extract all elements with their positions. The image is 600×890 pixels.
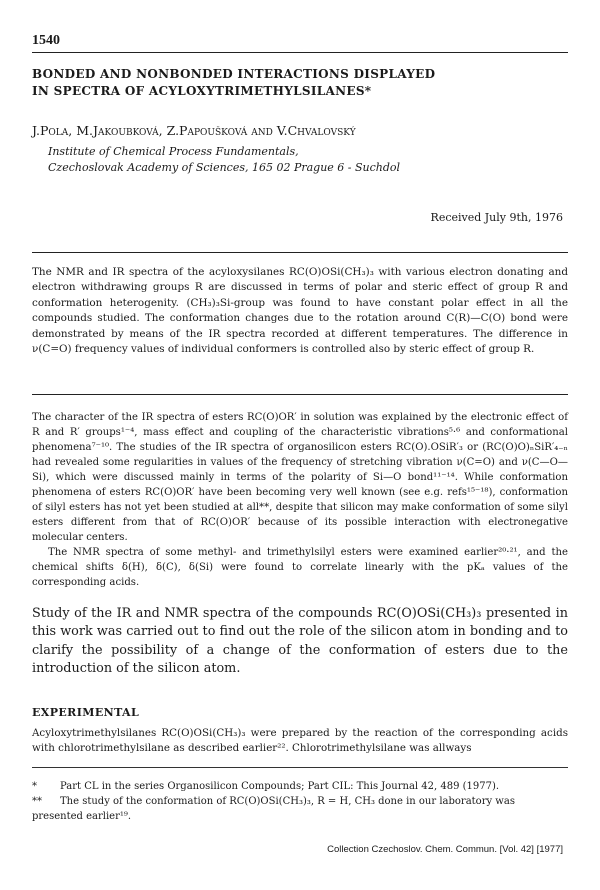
footnote-text: Part CL in the series Organosilicon Compounds; Part CIL: This Journal 42, 489 (1977). bbox=[60, 781, 500, 792]
authors: J.Pola, M.Jakoubková, Z.Papoušková and V.Chvalovský bbox=[32, 123, 356, 138]
affiliation-line-2: Czechoslovak Academy of Sciences, 165 02 Prague 6 - Suchdol bbox=[48, 161, 401, 174]
article-title bbox=[32, 66, 568, 100]
footnotes bbox=[32, 779, 568, 824]
introduction bbox=[32, 410, 568, 590]
footnote-mark: ** bbox=[32, 796, 42, 807]
affiliation-line-1: Institute of Chemical Process Fundamentals, bbox=[48, 145, 299, 158]
footnote-mark: * bbox=[32, 781, 37, 792]
received-date: Received July 9th, 1976 bbox=[430, 211, 563, 224]
abstract-bottom-rule bbox=[32, 394, 568, 395]
abstract-top-rule bbox=[32, 252, 568, 253]
title-line-2: IN SPECTRA OF ACYLOXYTRIMETHYLSILANES* bbox=[32, 84, 372, 98]
abstract: The NMR and IR spectra of the acyloxysilanes RC(O)OSi(CH₃)₃ with various electron donating and electron withdrawing groups R are discussed in terms of polar and steric effect of group R and conformation heterogenity. (CH₃)₃Si-group was found to have constant polar effect in all the compounds studied. The conformation changes due to the rotation around C(R)—C(O) bond were demonstrated by means of the IR spectra recorded at different temperatures. The difference in ν(C=O) frequency values of individual conformers is controlled also by steric effect of group R. bbox=[32, 266, 568, 356]
page-number: 1540 bbox=[32, 33, 60, 48]
title-line-1: BONDED AND NONBONDED INTERACTIONS DISPLAYED bbox=[32, 67, 436, 81]
footnote-text: The study of the conformation of RC(O)OSi(CH₃)₃, R = H, CH₃ done in our laboratory was presented earlier¹⁹. bbox=[32, 796, 515, 822]
footnote bbox=[32, 779, 568, 794]
intro-paragraph-1: The character of the IR spectra of esters RC(O)OR′ in solution was explained by the electronic effect of R and R′ groups¹⁻⁴, mass effect and coupling of the characteristic vibrations⁵·⁶ and conformational phenomena⁷⁻¹⁰. The studies of the IR spectra of organosilicon esters RC(O).OSiR′₃ or (RC(O)O)ₙSiR′₄₋ₙ had revealed some regularities in values of the frequency of stretching vibration ν(C=O) and ν(C—O—Si), which were discussed mainly in terms of the polarity of Si—O bond¹¹⁻¹⁴. While conformation phenomena of esters RC(O)OR′ have been becoming very well known (see e.g. refs¹⁵⁻¹⁸), conformation of silyl esters has not yet been studied at all**, despite that silicon may make conformation of some silyl esters different from that of RC(O)OR′ because of its possible interaction with electronegative molecular centers. bbox=[32, 412, 568, 543]
intro-paragraph-2: The NMR spectra of some methyl- and trimethylsilyl esters were examined earlier²⁰·²¹, and the chemical shifts δ(H), δ(C), δ(Si) were found to correlate linearly with the pKₐ values of the corresponding acids. bbox=[32, 547, 568, 588]
header-rule bbox=[32, 52, 568, 53]
aim-paragraph: Study of the IR and NMR spectra of the compounds RC(O)OSi(CH₃)₃ presented in this work was carried out to find out the role of the silicon atom in bonding and to clarify the possibility of a change of the conformation of esters due to the introduction of the silicon atom. bbox=[32, 606, 568, 676]
experimental-paragraph: Acyloxytrimethylsilanes RC(O)OSi(CH₃)₃ were prepared by the reaction of the corresponding acids with chlorotrimethylsilane as described earlier²². Chlorotrimethylsilane was allways bbox=[32, 727, 568, 755]
footnote-rule bbox=[32, 767, 568, 768]
affiliation bbox=[48, 144, 400, 176]
section-heading-experimental: EXPERIMENTAL bbox=[32, 706, 140, 719]
journal-footer: Collection Czechoslov. Chem. Commun. [Vol. 42] [1977] bbox=[327, 844, 563, 855]
footnote bbox=[32, 794, 568, 824]
